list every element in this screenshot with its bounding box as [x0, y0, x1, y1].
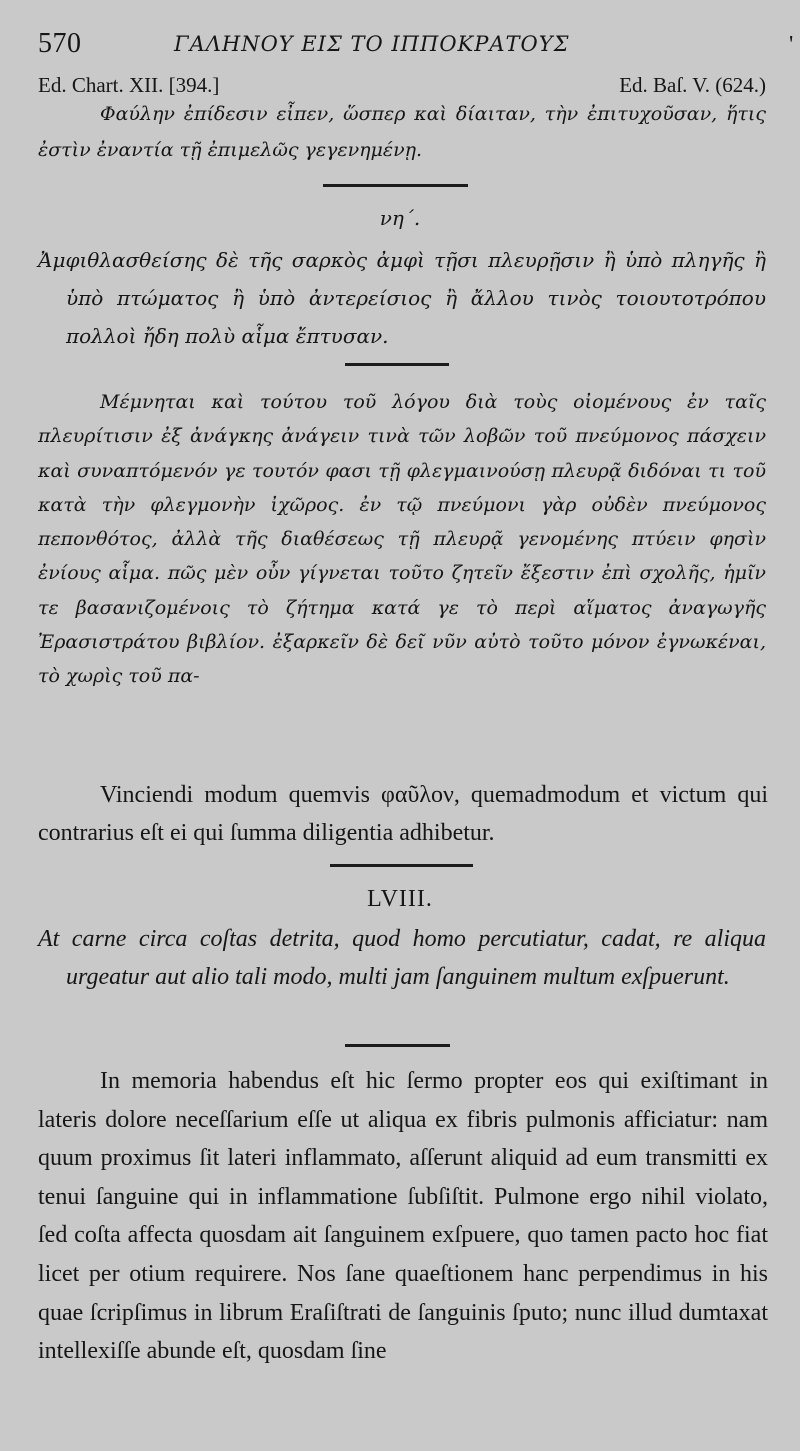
- latin-commentary-end: Vinciendi modum quemvis φαῦλον, quemadmodum et victum qui contrarius eſt ei qui ſumma diligentia adhibetur.: [38, 782, 768, 846]
- divider-rule: [345, 1044, 450, 1047]
- running-title: ΓΑΛΗΝΟΥ ΕΙΣ ΤΟ ΙΠΠΟΚΡΑΤΟΥΣ: [174, 32, 570, 56]
- page-header: [38, 28, 794, 64]
- divider-rule: [323, 184, 468, 187]
- greek-aphorism: Ἀμφιθλασθείσης δὲ τῆς σαρκὸς ἀμφὶ τῇσι πλευρῇσιν ἢ ὑπὸ πληγῆς ἢ ὑπὸ πτώματος ἢ ὑπὸ ἀντερείσιος ἢ ἄλλου τινὸς τοιουτοτρόπου πολλοὶ ἤδη πολὺ αἷμα ἔπτυσαν.: [38, 248, 766, 348]
- edition-chartier: Ed. Chart. XII. [394.]: [38, 73, 220, 97]
- greek-section-number: νη΄.: [379, 206, 421, 230]
- greek-commentary-end: Φαύλην ἐπίδεσιν εἶπεν, ὥσπερ καὶ δίαιταν, τὴν ἐπιτυχοῦσαν, ἥτις ἐστὶν ἐναντία τῇ ἐπιμελῶς γεγενημένῃ.: [38, 103, 766, 161]
- page-number: 570: [38, 28, 82, 59]
- divider-rule: [330, 864, 473, 867]
- latin-aphorism: At carne circa coſtas detrita, quod homo percutiatur, cadat, re aliqua urgeatur aut alio tali modo, multi jam ſanguinem multum exſpuerunt.: [38, 926, 766, 990]
- latin-section-number: LVIII.: [367, 886, 433, 912]
- greek-commentary: Μέμνηται καὶ τούτου τοῦ λόγου διὰ τοὺς οἰομένους ἐν ταῖς πλευρίτισιν ἐξ ἀνάγκης ἀνάγειν τινὰ τῶν λοβῶν τοῦ πνεύμονος πάσχειν καὶ συναπτόμενόν γε τουτόν φασι τῇ φλεγμαινούσῃ πλευρᾷ διδόναι τι τοῦ κατὰ τὴν φλεγμονὴν ἰχῶρος. ἐν τῷ πνεύμονι γὰρ οὐδὲν πνεύμονος πεπονθότος, ἀλλὰ τῆς διαθέσεως τῇ πλευρᾷ γενομένης πτύειν φησὶν ἐνίους αἷμα. πῶς μὲν οὖν γίγνεται τοῦτο ζητεῖν ἔξεστιν ἐπὶ σχολῆς, ἡμῖν τε βασανιζομένοις τὸ ζήτημα κατά γε τὸ περὶ αἵματος ἀναγωγῆς Ἐρασιστράτου βιβλίον. ἐξαρκεῖν δὲ δεῖ νῦν αὐτὸ τοῦτο μόνον ἐγνωκέναι, τὸ χωρὶς τοῦ πα-: [38, 391, 766, 688]
- edition-basel: Ed. Baſ. V. (624.): [619, 73, 766, 97]
- divider-rule: [345, 363, 449, 366]
- edge-mark: ': [789, 32, 794, 58]
- latin-commentary: In memoria habendus eſt hic ſermo propter eos qui exiſtimant in lateris dolore neceſſarium eſſe ut aliqua ex fibris pulmonis afficiatur: nam quum proximus ſit lateri inflammato, aſſerunt aliquid ad eum transmitti ex tenui ſanguine qui in inflammatione ſubſiſtit. Pulmone ergo nihil violato, ſed coſta affecta quosdam ait ſanguinem exſpuere, quo tamen pacto hoc fiat licet per otium requirere. Nos ſane quaeſtionem hanc perpendimus in his quae ſcripſimus in librum Eraſiſtrati de ſanguinis ſputo; nunc illud dumtaxat intellexiſſe abunde eſt, quosdam ſine: [38, 1068, 768, 1365]
